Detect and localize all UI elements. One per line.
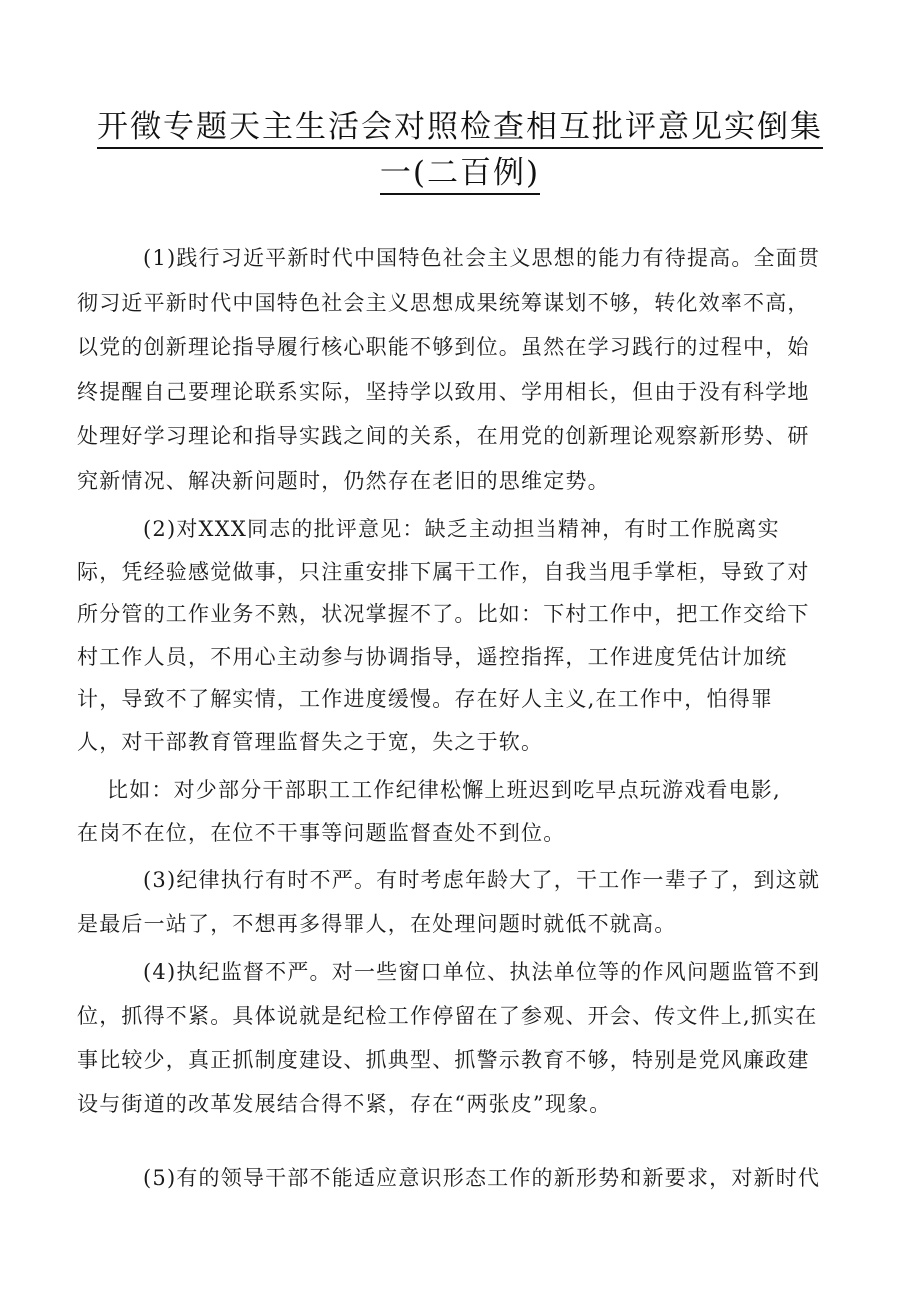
paragraph-6 [77, 1156, 852, 1200]
text-line: (5)有的领导干部不能适应意识形态工作的新形势和新要求，对新时代 [143, 1166, 821, 1190]
text-line: 彻习近平新时代中国特色社会主义思想成果统筹谋划不够，转化效率不高， [77, 290, 810, 315]
text-line: 所分管的工作业务不熟，状况掌握不了。比如：下村工作中，把工作交给下 [77, 602, 810, 626]
text-line: 以党的创新理论指导履行核心职能不够到位。虽然在学习践行的过程中，始 [77, 335, 810, 359]
paragraph-2 [77, 508, 852, 763]
text-line: (3)纪律执行有时不严。有时考虑年龄大了，干工作一辈子了，到这就 [143, 868, 821, 892]
text-line: 处理好学习理论和指导实践之间的关系，在用党的创新理论观察新形势、研 [77, 424, 810, 448]
text-line: (2)对XXX同志的批评意见：缺乏主动担当精神，有时工作脱离实 [143, 517, 780, 541]
text-line: 际，凭经验感觉做事，只注重安排下属干工作，自我当甩手掌柜，导致了对 [77, 559, 810, 584]
paragraph-3 [77, 769, 852, 854]
title-line-1: 开徵专题天主生活会对照检查相互批评意见实倒集 [97, 109, 823, 149]
text-line: 人，对干部教育管理监督失之于宽，失之于软。 [77, 729, 544, 754]
text-line: 村工作人员，不用心主动参与协调指导，遥控指挥，工作进度凭估计加统 [77, 644, 788, 669]
title-line-2: 一(二百例) [380, 155, 540, 195]
text-line: 是最后一站了，不想再多得罪人，在处理问题时就低不就高。 [77, 912, 677, 936]
text-line: 事比较少，真正抓制度建设、抓典型、抓警示教育不够，特别是党风廉政建 [77, 1048, 810, 1072]
text-line: 设与街道的改革发展结合得不紧，存在“两张皮”现象。 [77, 1092, 612, 1116]
text-line: 在岗不在位，在位不干事等问题监督查处不到位。 [77, 820, 566, 845]
paragraph-4 [77, 858, 852, 946]
paragraph-1 [77, 236, 852, 503]
document-body [77, 236, 852, 1200]
text-line: 究新情况、解决新问题时，仍然存在老旧的思维定势。 [77, 468, 610, 493]
text-line: 位，抓得不紧。具体说就是纪检工作停留在了参观、开会、传文件上,抓实在 [77, 1004, 818, 1028]
text-line: (1)践行习近平新时代中国特色社会主义思想的能力有待提高。全面贯 [143, 246, 821, 270]
text-line: 终提醒自己要理论联系实际，坚持学以致用、学用相长，但由于没有科学地 [77, 379, 810, 404]
text-line: 计，导致不了解实情，工作进度缓慢。存在好人主义,在工作中，怕得罪 [77, 687, 774, 711]
document-title [60, 104, 860, 196]
text-line: (4)执纪监督不严。对一些窗口单位、执法单位等的作风问题监管不到 [143, 960, 821, 984]
paragraph-5 [77, 950, 852, 1126]
text-line: 比如：对少部分干部职工工作纪律松懈上班迟到吃早点玩游戏看电影, [107, 778, 781, 802]
